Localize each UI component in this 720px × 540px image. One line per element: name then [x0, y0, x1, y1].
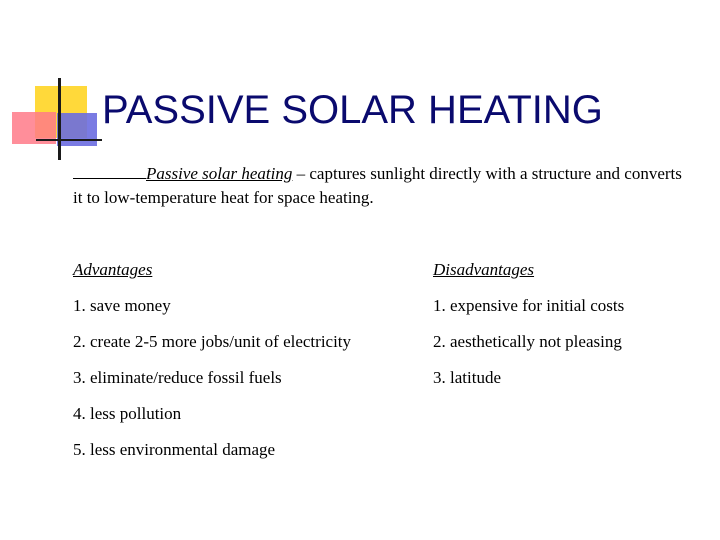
- slide-title: PASSIVE SOLAR HEATING: [102, 88, 603, 132]
- disadvantage-item: 2. aesthetically not pleasing: [433, 332, 622, 351]
- advantage-item: 1. save money: [73, 296, 171, 315]
- decorative-horizontal-line: [36, 139, 102, 141]
- decorative-blue-square: [57, 113, 97, 146]
- advantage-item: 2. create 2-5 more jobs/unit of electricity: [73, 332, 352, 351]
- advantage-item: 3. eliminate/reduce fossil fuels: [73, 368, 282, 387]
- disadvantage-item: 1. expensive for initial costs: [433, 296, 625, 315]
- advantage-item: 4. less pollution: [73, 404, 182, 423]
- decorative-vertical-line: [58, 78, 61, 160]
- intro-paragraph: [73, 162, 693, 210]
- disadvantages-column: [433, 258, 624, 402]
- advantages-column: [73, 258, 351, 474]
- indent-line: [73, 165, 146, 179]
- advantages-heading: Advantages: [73, 260, 153, 279]
- disadvantage-item: 3. latitude: [433, 368, 501, 387]
- advantage-item: 5. less environmental damage: [73, 440, 276, 459]
- intro-term: Passive solar heating: [146, 164, 293, 183]
- intro-text: – captures sunlight directly with a structure and converts it to low-temperature heat for space heating.: [73, 164, 682, 207]
- disadvantages-heading: Disadvantages: [433, 260, 535, 279]
